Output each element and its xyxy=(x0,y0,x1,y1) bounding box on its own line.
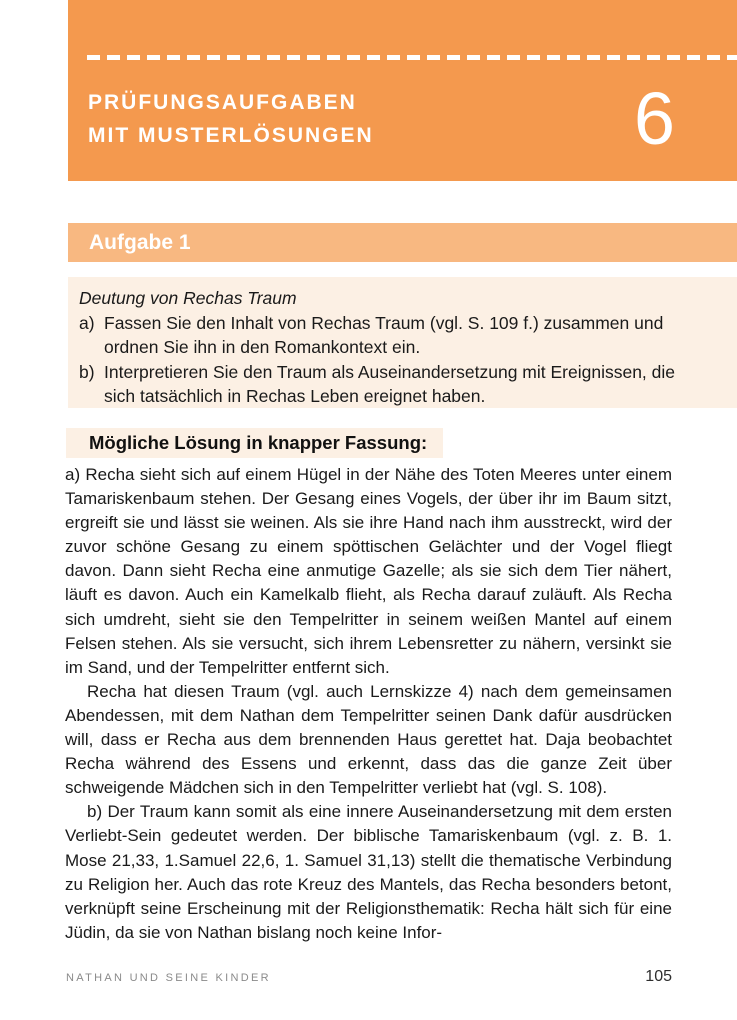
task-item-b-text: Interpretieren Sie den Traum als Auseinandersetzung mit Ereignissen, die sich tatsächlich in Rechas Leben ereignet haben. xyxy=(104,361,676,406)
solution-section xyxy=(65,428,672,945)
running-title: NATHAN UND SEINE KINDER xyxy=(66,972,271,984)
task-item-a-text: Fassen Sie den Inhalt von Rechas Traum (vgl. S. 109 f.) zusammen und ordnen Sie ihn in den Romankontext ein. xyxy=(104,312,664,357)
task-item-a-label: a) xyxy=(79,312,95,333)
chapter-title-line1: PRÜFUNGSAUFGABEN xyxy=(88,91,357,114)
page-footer xyxy=(66,968,672,986)
task-item-b-label: b) xyxy=(79,361,95,382)
task-heading-bar xyxy=(68,223,737,262)
dashed-divider xyxy=(87,55,737,60)
chapter-title-line2: MIT MUSTERLÖSUNGEN xyxy=(88,124,374,147)
task-box xyxy=(68,277,737,408)
page-number: 105 xyxy=(645,968,672,985)
task-item-b xyxy=(79,360,705,409)
solution-paragraph-a: a) Recha sieht sich auf einem Hügel in der Nähe des Toten Meeres unter einem Tamariskenbaum stehen. Der Gesang eines Vogels, der über ihr im Baum sitzt, ergreift sie und lässt sie weinen. Als sie ihre Hand nach ihm ausstreckt, wird der zuvor schöne Gesang zu einem spöttischen Gelächter und der Vogel fliegt davon. Dann sieht Recha eine anmutige Gazelle; als sie sich dem Tier nähert, läuft es davon. Auch ein Kamelkalb flieht, als Recha darauf zuläuft. Als Recha sich umdreht, sieht sie den Tempelritter in seinem weißen Mantel auf einem Felsen stehen. Als sie versucht, sich ihrem Lebensretter zu nähern, versinkt sie im Sand, und der Tempelritter entfernt sich. xyxy=(65,465,672,677)
task-heading-label: Aufgabe 1 xyxy=(89,231,191,254)
chapter-number: 6 xyxy=(633,77,675,160)
solution-heading xyxy=(65,428,672,458)
task-item-a xyxy=(79,311,705,360)
chapter-title xyxy=(88,86,374,152)
chapter-header-band xyxy=(68,0,737,181)
task-intro: Deutung von Rechas Traum xyxy=(79,288,297,308)
solution-heading-highlight: Mögliche Lösung in knapper Fassung: xyxy=(66,428,443,458)
solution-paragraph-b: b) Der Traum kann somit als eine innere Auseinandersetzung mit dem ersten Verliebt-Sein gedeutet werden. Der biblische Tamariskenbaum (vgl. z. B. 1. Mose 21,33, 1.Samuel 22,6, 1. Samuel 31,13) stellt die thematische Verbindung zu Religion her. Auch das rote Kreuz des Mantels, das Recha besonders betont, verknüpft seine Erscheinung mit der Religionsthematik: Recha hält sich für eine Jüdin, da sie von Nathan bislang noch keine Infor- xyxy=(65,802,672,942)
solution-paragraph-context: Recha hat diesen Traum (vgl. auch Lernskizze 4) nach dem gemeinsamen Abendessen, mit dem Nathan dem Tempelritter seinen Dank dafür ausdrücken will, dass er Recha aus dem brennenden Haus gerettet hat. Daja beobachtet Recha während des Essens und erkennt, dass das die ganze Zeit über schweigende Mädchen sich in den Tempelritter verliebt hat (vgl. S. 108). xyxy=(65,681,672,798)
